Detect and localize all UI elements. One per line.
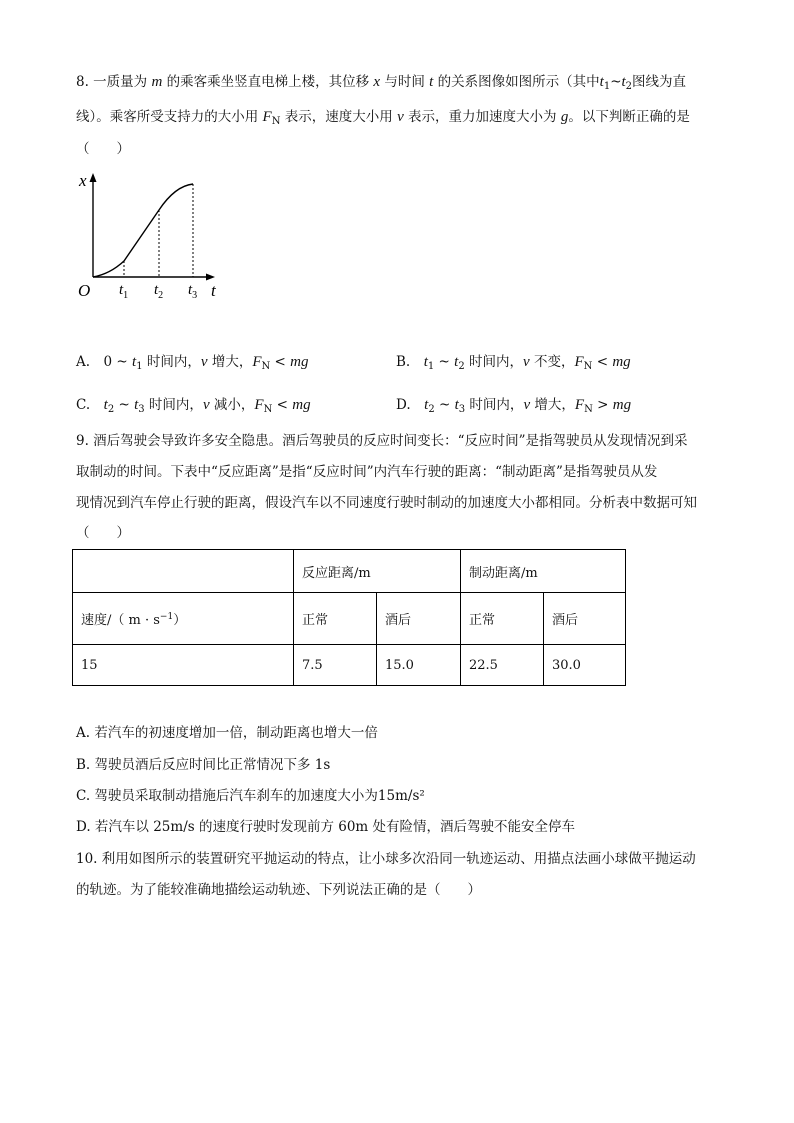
header-braking-distance: 制动距离/m [461,550,626,593]
q8-option-d[interactable]: D. $t_2$ ~ $t_3$ 时间内，v 增大，$F_N$ > mg [396,397,632,415]
tick-label-t1: $t_1$ [119,282,129,301]
table-subheader-row [73,593,626,645]
subheader-drunk-braking: 酒后 [544,593,626,645]
q8-answer-blank: （ ） [76,141,130,157]
q10-stem-line-1: 10. 利用如图所示的装置研究平抛运动的特点，让小球多次沿同一轨迹运动、用描点法画小球做平抛运动 [76,851,696,867]
q9-option-d[interactable]: D. 若汽车以 25m/s 的速度行驶时发现前方 60m 处有险情，酒后驾驶不能安全停车 [76,819,576,835]
y-axis-label: x [79,171,87,190]
tick-label-t2: $t_2$ [154,282,164,301]
x-axis-arrow [206,274,215,281]
q8-option-b[interactable]: B. $t_1$ ~ $t_2$ 时间内，v 不变，$F_N$ < mg [396,354,631,372]
q9-option-c[interactable]: C. 驾驶员采取制动措施后汽车刹车的加速度大小为15m/s² [76,788,425,804]
displacement-time-graph [70,170,230,305]
table-header-row [73,550,626,593]
cell-speed: 15 [73,645,294,686]
q9-stem-line-3: 现情况到汽车停止行驶的距离，假设汽车以不同速度行驶时制动的加速度大小都相同。分析表中数据可知 [76,495,697,511]
q9-stem-line-1: 9. 酒后驾驶会导致许多安全隐患。酒后驾驶员的反应时间变长：“反应时间”是指驾驶员从发现情况到采 [76,433,688,449]
table-row [73,645,626,686]
x-axis-label: t [211,281,216,300]
q9-answer-blank: （ ） [76,525,130,541]
q9-stem-line-2: 取制动的时间。下表中“反应距离”是指“反应时间”内汽车行驶的距离：“制动距离”是指驾驶员从发 [76,464,658,480]
x-t-curve [93,184,193,277]
q8-stem-line-1: 8. 一质量为 m 的乘客乘坐竖直电梯上楼，其位移 x 与时间 t 的关系图像如图所示（其中$t_1\sim t_2$图线为直 [76,74,687,92]
origin-label: O [78,281,91,300]
q9-option-b[interactable]: B. 驾驶员酒后反应时间比正常情况下多 1s [76,757,331,773]
subheader-normal-reaction: 正常 [294,593,377,645]
braking-distance-table [72,549,626,686]
y-axis-arrow [90,173,97,182]
q9-option-a[interactable]: A. 若汽车的初速度增加一倍，制动距离也增大一倍 [76,725,378,741]
q8-option-a[interactable]: A. 0 ~ $t_1$ 时间内，v 增大，$F_N$ < mg [76,354,309,372]
tick-label-t3: $t_3$ [188,282,198,301]
q10-stem-line-2: 的轨迹。为了能较准确地描绘运动轨迹、下列说法正确的是（ ） [76,882,481,898]
cell-drunk-braking: 30.0 [544,645,626,686]
cell-normal-braking: 22.5 [461,645,544,686]
subheader-drunk-reaction: 酒后 [377,593,461,645]
subheader-normal-braking: 正常 [461,593,544,645]
header-speed: 速度/（ $m \cdot s^{-1}$） [73,593,294,645]
cell-normal-reaction: 7.5 [294,645,377,686]
header-reaction-distance: 反应距离/m [294,550,461,593]
table-corner-cell [73,550,294,593]
cell-drunk-reaction: 15.0 [377,645,461,686]
q8-stem-line-2: 线）。乘客所受支持力的大小用 $F_N$ 表示，速度大小用 v 表示，重力加速度大小为 g。以下判断正确的是 [76,109,690,127]
q8-option-c[interactable]: C. $t_2$ ~ $t_3$ 时间内，v 减小，$F_N$ < mg [76,397,311,415]
